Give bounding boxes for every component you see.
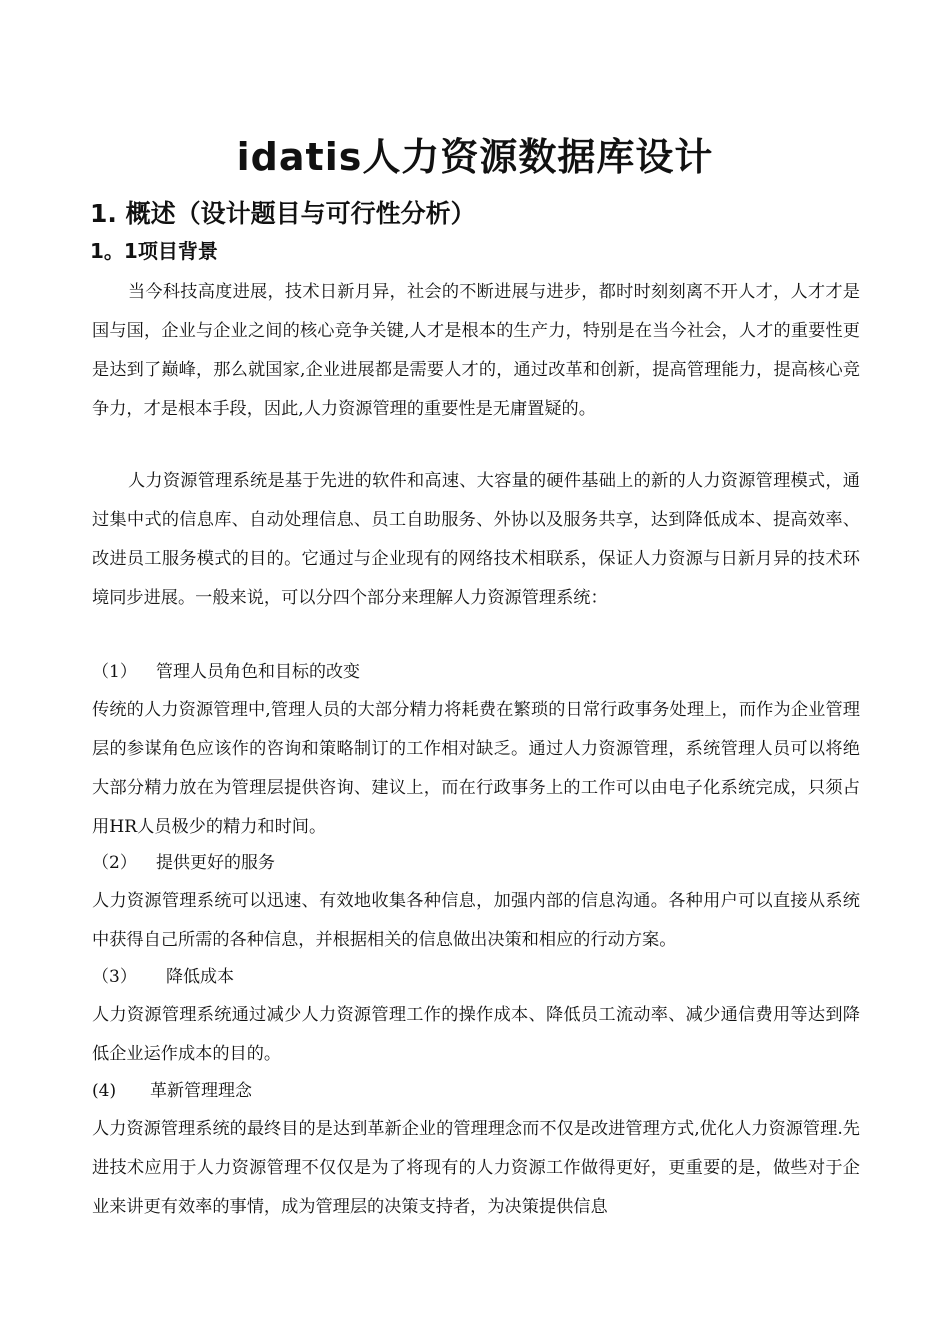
list-item-heading [92,848,275,878]
list-item-label: 革新管理理念 [150,1081,252,1101]
paragraph-background: 当今科技高度进展，技术日新月异，社会的不断进展与进步，都时时刻刻离不开人才，人才才是国与国，企业与企业之间的核心竞争关键,人才是根本的生产力，特别是在当今社会，人才的重要性更是达到了巅峰，那么就国家,企业进展都是需要人才的，通过改革和创新，提高管理能力，提高核心竞争力，才是根本手段，因此,人力资源管理的重要性是无庸置疑的。 [92,282,860,419]
list-item-number: （1） [92,662,137,682]
list-item-text: 传统的人力资源管理中,管理人员的大部分精力将耗费在繁琐的日常行政事务处理上，而作为企业管理层的参谋角色应该作的咨询和策略制订的工作相对缺乏。通过人力资源管理，系统管理人员可以将绝大部分精力放在为管理层提供咨询、建议上，而在行政事务上的工作可以由电子化系统完成，只须占用HR人员极少的精力和时间。 [92,700,860,837]
list-item-number: (4) [92,1081,117,1101]
list-item-text: 人力资源管理系统通过减少人力资源管理工作的操作成本、降低员工流动率、减少通信费用等达到降低企业运作成本的目的。 [92,1005,860,1064]
paragraph-system-intro: 人力资源管理系统是基于先进的软件和高速、大容量的硬件基础上的新的人力资源管理模式，通过集中式的信息库、自动处理信息、员工自助服务、外协以及服务共享，达到降低成本、提高效率、改进员工服务模式的目的。它通过与企业现有的网络技术相联系，保证人力资源与日新月异的技术环境同步进展。一般来说，可以分四个部分来理解人力资源管理系统： [92,471,860,608]
list-item-heading [92,962,234,992]
list-item-number: （3） [92,967,137,987]
list-item-label: 管理人员角色和目标的改变 [156,662,360,682]
subsection-heading: 1。1项目背景 [90,239,218,263]
list-item-label: 降低成本 [166,967,234,987]
section-heading: 1. 概述（设计题目与可行性分析） [90,199,476,228]
list-item-text: 人力资源管理系统的最终目的是达到革新企业的管理理念而不仅是改进管理方式,优化人力资源管理.先进技术应用于人力资源管理不仅仅是为了将现有的人力资源工作做得更好，更重要的是，做些对于企业来讲更有效率的事情，成为管理层的决策支持者，为决策提供信息 [92,1119,860,1217]
list-item-heading [92,657,360,687]
list-item-heading [92,1076,252,1106]
document-title: idatis人力资源数据库设计 [236,135,714,179]
list-item-number: （2） [92,853,137,873]
list-item-label: 提供更好的服务 [156,853,275,873]
list-item-text: 人力资源管理系统可以迅速、有效地收集各种信息，加强内部的信息沟通。各种用户可以直接从系统中获得自己所需的各种信息，并根据相关的信息做出决策和相应的行动方案。 [92,891,860,950]
